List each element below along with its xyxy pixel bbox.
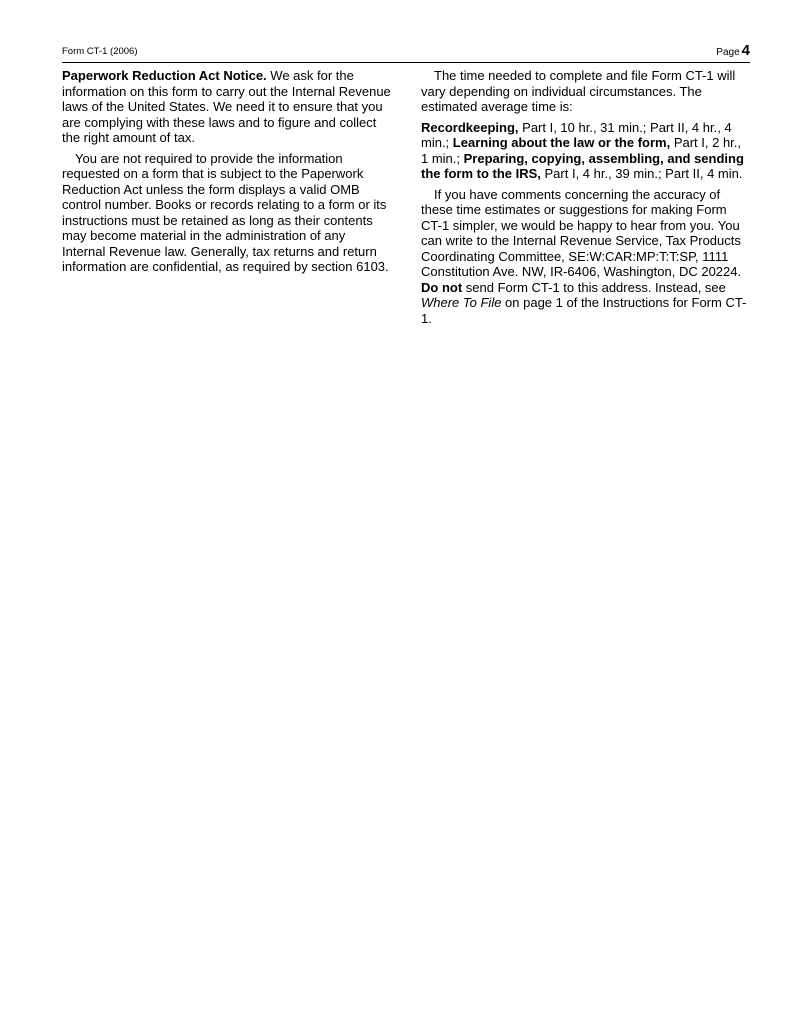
page-header [62, 40, 750, 63]
page-label: Page [716, 47, 740, 58]
page-indicator [716, 42, 750, 59]
preparing-time: Part I, 4 hr., 39 min.; Part II, 4 min. [540, 166, 743, 181]
comments-paragraph [421, 187, 751, 327]
left-column [62, 68, 392, 280]
preparing-label: Preparing, copying, assembling, and sending the form to the IRS, [421, 150, 744, 181]
recordkeeping-label: Recordkeeping, [421, 119, 519, 135]
comments-text-2: send Form CT-1 to this address. Instead, see [462, 279, 726, 295]
do-not-emphasis: Do not [421, 279, 463, 295]
paperwork-notice-text: We ask for the information on this form to carry out the Internal Revenue laws of the United States. We need it to ensure that you are complying with these laws and to figure and collect the right amount of tax. [62, 68, 391, 145]
recordkeeping-time: Part I, 10 hr., 31 min.; Part II, 4 hr., 4 min.; [421, 119, 732, 150]
time-estimate-breakdown [421, 120, 751, 182]
paperwork-notice-heading: Paperwork Reduction Act Notice. [62, 68, 267, 83]
page-number: 4 [741, 42, 750, 59]
where-to-file-reference: Where To File [421, 295, 502, 310]
learning-time: Part I, 2 hr., 1 min.; [421, 135, 742, 166]
omb-control-paragraph: You are not required to provide the information requested on a form that is subject to the Paperwork Reduction Act unless the form displays a valid OMB control number. Books or records relating to a form or its instructions must be retained as long as their contents may become material in the administration of any Internal Revenue law. Generally, tax returns and return information are confidential, as required by section 6103. [62, 150, 389, 274]
paperwork-notice-paragraph [62, 68, 392, 146]
learning-label: Learning about the law or the form, [452, 135, 671, 150]
time-estimate-intro: The time needed to complete and file Form CT-1 will vary depending on individual circumstances. The estimated average time is: [421, 68, 736, 114]
comments-text-3: on page 1 of the Instructions for Form CT-1. [421, 295, 747, 326]
right-column [421, 68, 751, 331]
comments-text-1: If you have comments concerning the accuracy of these time estimates or suggestions for making Form CT-1 simpler, we would be happy to hear from you. You can write to the Internal Revenue Service, Tax Products Coordinating Committee, SE:W:CAR:MP:T:T:SP, 1111 Constitution Ave. NW, IR-6406, Washington, DC 20224. [421, 186, 742, 279]
form-identifier: Form CT-1 (2006) [62, 46, 138, 57]
